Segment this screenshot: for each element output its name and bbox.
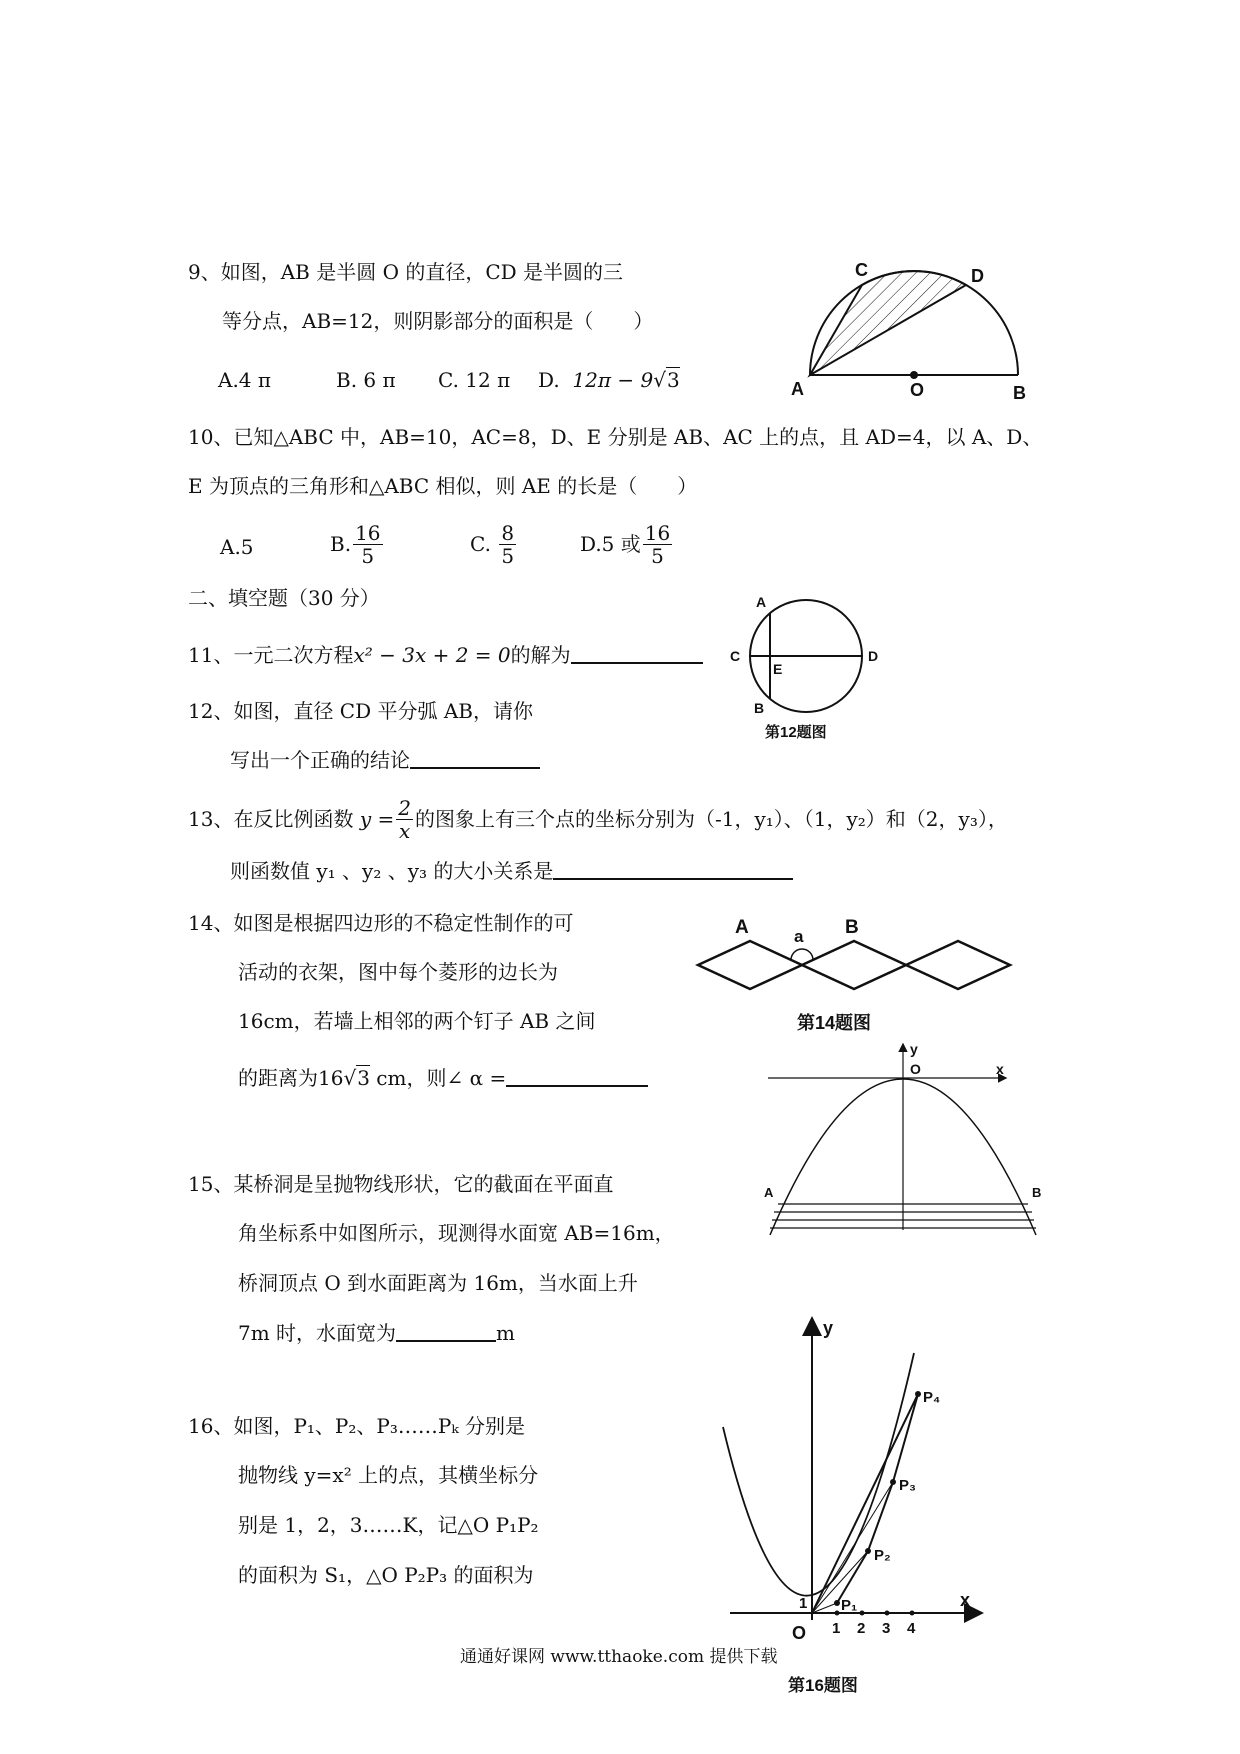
q9-label-b: B [1013, 383, 1026, 403]
q15-line2: 角坐标系中如图所示，现测得水面宽 AB=16m， [238, 1221, 675, 1245]
q15-bridge-figure [760, 1040, 1060, 1245]
q14-rhombus-1 [698, 941, 802, 989]
q10-option-d: D.5 或 $\frac{16}{5}$ [580, 520, 671, 568]
q12-line1: 12、如图，直径 CD 平分弧 AB，请你 [188, 699, 533, 723]
q14-line3: 16cm，若墙上相邻的两个钉子 AB 之间 [238, 1009, 596, 1033]
q10-b-numerator: 16 [355, 520, 381, 545]
q16-point-p3 [890, 1479, 896, 1485]
footer-text: 通通好课网 www.tthaoke.com 提供下载 [460, 1647, 778, 1667]
q9-semicircle-figure [785, 262, 1035, 402]
q10-c-denominator: 5 [501, 543, 515, 568]
q10-line1: 10、已知△ABC 中，AB=10，AC=8，D、E 分别是 AB、AC 上的点，且 AD=4，以 A、D、 [188, 425, 1043, 449]
q15-label-b: B [1032, 1185, 1042, 1200]
section2-title: 二、填空题（30 分） [188, 586, 380, 610]
q10-b-denominator: 5 [361, 543, 375, 568]
q14-rhombus-2 [802, 941, 906, 989]
q11-equation: x² − 3x + 2 = 0 [353, 643, 511, 667]
q14-line1: 14、如图是根据四边形的不稳定性制作的可 [188, 911, 574, 935]
q16-label-p3: P₃ [899, 1477, 916, 1494]
q14-angle-arc [791, 949, 813, 960]
q16-label-o: O [792, 1623, 807, 1643]
q13-func-numerator: 2 [398, 795, 411, 820]
q16-line1: 16、如图，P₁、P₂、P₃……Pₖ 分别是 [188, 1414, 525, 1438]
q16-label-x: x [960, 1590, 971, 1610]
q9-line2: 等分点，AB=12，则阴影部分的面积是（ ） [222, 309, 654, 333]
q15-line4: 7m 时，水面宽为 m [238, 1321, 516, 1345]
q15-line1: 15、某桥洞是呈抛物线形状，它的截面在平面直 [188, 1172, 614, 1196]
q9-center-point [910, 371, 918, 379]
q14-rhombus-3 [906, 941, 1010, 989]
q14-figure-caption: 第14题图 [797, 1013, 872, 1033]
q14-line4: 的距离为16√3 cm，则∠ α = [238, 1064, 648, 1092]
q15-label-y: y [910, 1041, 918, 1057]
q16-label-y: y [823, 1318, 834, 1338]
q16-line3: 别是 1，2，3……K，记△O P₁P₂ [238, 1513, 539, 1537]
q12-answer-blank[interactable] [410, 747, 540, 769]
q16-point-p4 [915, 1391, 921, 1397]
q9-option-d-prefix: D. [538, 368, 560, 392]
q12-label-c: C [730, 648, 741, 664]
q9-option-b: B. 6 π [336, 368, 396, 392]
q16-figure-caption: 第16题图 [788, 1676, 858, 1695]
q14-hanger-figure [690, 912, 1010, 1012]
q13-func-denominator: x [398, 818, 411, 843]
q10-option-a: A.5 [220, 535, 254, 559]
q14-label-alpha: a [794, 927, 804, 946]
q16-label-p1: P₁ [841, 1597, 858, 1614]
q13-answer-blank[interactable] [553, 858, 793, 880]
q12-label-a: A [756, 594, 767, 610]
q16-label-one: 1 [799, 1595, 808, 1612]
q15-line3: 桥洞顶点 O 到水面距离为 16m，当水面上升 [238, 1271, 638, 1295]
q15-label-o: O [910, 1061, 921, 1077]
q16-parabola-figure [720, 1310, 985, 1643]
q10-c-numerator: 8 [501, 520, 515, 545]
q10-option-c: C. $\frac{8}{5}$ [470, 520, 515, 568]
q11-answer-blank[interactable] [571, 642, 703, 664]
q16-tick-3: 3 [882, 1620, 891, 1637]
q16-tick-1: 1 [832, 1620, 841, 1637]
q9-option-d-expr: 12π − 9 [572, 368, 654, 392]
q10-d-numerator: 16 [644, 520, 671, 545]
q9-option-a: A.4 π [218, 368, 272, 392]
q9-label-a: A [791, 379, 804, 399]
q12-label-d: D [868, 648, 879, 664]
q13-line1: 13、在反比例函数 y = $\frac{2}{x}$ 的图象上有三个点的坐标分别为（-1，y₁）、（1，y₂）和（2，y₃）， [188, 795, 1008, 843]
q16-tick-4: 4 [907, 1620, 916, 1637]
q12-figure-caption: 第12题图 [765, 724, 827, 741]
q9-label-d: D [971, 266, 984, 286]
q15-label-a: A [764, 1185, 774, 1200]
q9-label-c: C [855, 260, 868, 280]
q14-label-b: B [845, 917, 859, 938]
q11-line: 11、一元二次方程x² − 3x + 2 = 0的解为 [188, 641, 703, 669]
q14-label-a: A [735, 917, 749, 938]
q10-d-denominator: 5 [651, 543, 664, 568]
q16-label-p2: P₂ [874, 1547, 891, 1564]
q16-line2: 抛物线 y=x² 上的点，其横坐标分 [238, 1463, 539, 1487]
q9-shaded-region [810, 271, 966, 375]
q9-line1: 9、如图，AB 是半圆 O 的直径，CD 是半圆的三 [188, 260, 624, 284]
q10-line2: E 为顶点的三角形和△ABC 相似，则 AE 的长是（ ） [188, 474, 698, 498]
q10-option-b: B. $\frac{16}{5}$ [330, 520, 381, 568]
q12-label-e: E [773, 661, 783, 677]
q16-point-p2 [865, 1548, 871, 1554]
q12-circle-figure [728, 593, 888, 738]
q12-label-b: B [754, 700, 765, 716]
q16-point-p1 [834, 1600, 840, 1606]
q14-answer-blank[interactable] [506, 1065, 648, 1087]
q9-option-c: C. 12 π [438, 368, 511, 392]
q16-label-p4: P₄ [923, 1389, 941, 1406]
q16-tick-2: 2 [857, 1620, 866, 1637]
q12-line2: 写出一个正确的结论 [230, 746, 540, 774]
q14-line2: 活动的衣架，图中每个菱形的边长为 [238, 960, 558, 984]
q9-label-o: O [910, 380, 925, 400]
q9-option-d-root: 3 [666, 368, 680, 392]
q13-line2: 则函数值 y₁ 、y₂ 、y₃ 的大小关系是 [230, 857, 793, 885]
q9-option-d: D. 12π − 9√3 [538, 368, 680, 392]
q16-triangles [812, 1394, 918, 1613]
q15-answer-blank[interactable] [396, 1320, 496, 1342]
q16-line4: 的面积为 S₁，△O P₂P₃ 的面积为 [238, 1563, 534, 1587]
q15-label-x: x [996, 1061, 1004, 1077]
